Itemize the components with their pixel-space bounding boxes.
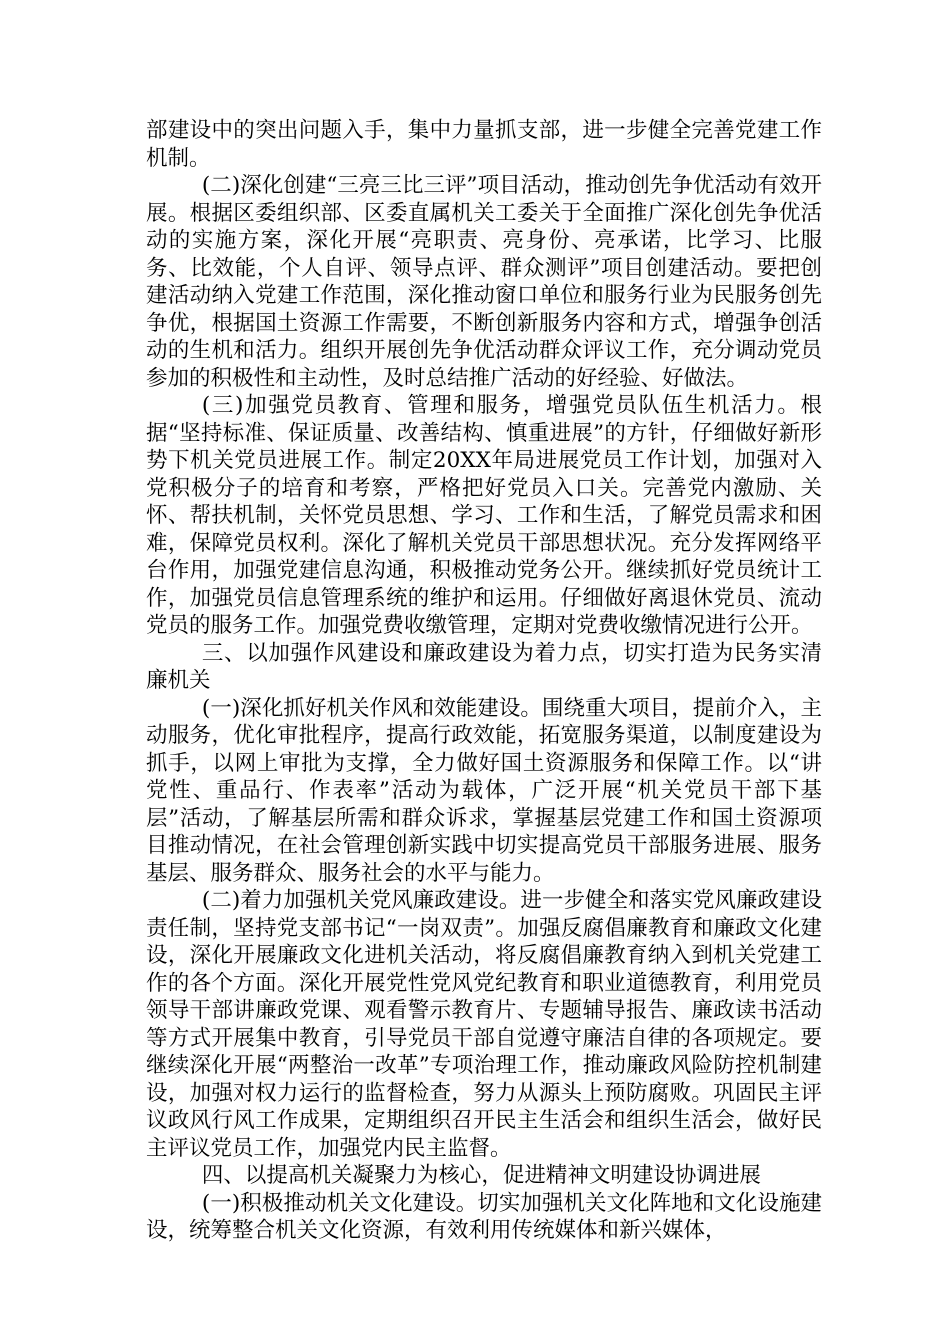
paragraph-continuation: 部建设中的突出问题入手，集中力量抓支部，进一步健全完善党建工作机制。 — [146, 118, 822, 171]
paragraph-clean-government: (二)着力加强机关党风廉政建设。进一步健全和落实党风廉政建设责任制，坚持党支部书记“一岗双责”。加强反腐倡廉教育和廉政文化建设，深化开展廉政文化进机关活动，将反腐倡廉教育纳入到机关党建工作的各个方面。深化开展党性党风党纪教育和职业道德教育，利用党员领导干部讲廉政党课、观看警示教育片、专题辅导报告、廉政读书活动等方式开展集中教育，引导党员干部自觉遵守廉洁自律的各项规定。要继续深化开展“两整治一改革”专项治理工作，推动廉政风险防控机制建设，加强对权力运行的监督检查，努力从源头上预防腐败。巩固民主评议政风行风工作成果，定期组织召开民主生活会和组织生活会，做好民主评议党员工作，加强党内民主监督。 — [146, 888, 822, 1161]
paragraph-work-style-efficiency: (一)深化抓好机关作风和效能建设。围绕重大项目，提前介入，主动服务，优化审批程序，提高行政效能，拓宽服务渠道，以制度建设为抓手，以网上审批为支撑，全力做好国土资源服务和保障工作。以“讲党性、重品行、作表率”活动为载体，广泛开展“机关党员干部下基层”活动，了解基层所需和群众诉求，掌握基层党建工作和国土资源项目推动情况，在社会管理创新实践中切实提高党员干部服务进展、服务基层、服务群众、服务社会的水平与能力。 — [146, 695, 822, 886]
section-heading-three: 三、以加强作风建设和廉政建设为着力点，切实打造为民务实清廉机关 — [146, 640, 822, 693]
paragraph-party-member-education: (三)加强党员教育、管理和服务，增强党员队伍生机活力。根据“坚持标准、保证质量、改善结构、慎重进展”的方针，仔细做好新形势下机关党员进展工作。制定20XX年局进展党员工作计划，加强对入党积极分子的培育和考察，严格把好党员入口关。完善党内激励、关怀、帮扶机制，关怀党员思想、学习、工作和生活，了解党员需求和困难，保障党员权利。深化了解机关党员干部思想状况。充分发挥网络平台作用，加强党建信息沟通，积极推动党务公开。继续抓好党员统计工作，加强党员信息管理系统的维护和运用。仔细做好离退休党员、流动党员的服务工作。加强党费收缴管理，定期对党费收缴情况进行公开。 — [146, 393, 822, 638]
paragraph-culture-construction: (一)积极推动机关文化建设。切实加强机关文化阵地和文化设施建设，统筹整合机关文化资源，有效利用传统媒体和新兴媒体， — [146, 1190, 822, 1243]
section-heading-four: 四、以提高机关凝聚力为核心，促进精神文明建设协调进展 — [201, 1163, 761, 1188]
paragraph-sanliang-project: (二)深化创建“三亮三比三评”项目活动，推动创先争优活动有效开展。根据区委组织部、区委直属机关工委关于全面推广深化创先争优活动的实施方案，深化开展“亮职责、亮身份、亮承诺，比学习、比服务、比效能，个人自评、领导点评、群众测评”项目创建活动。要把创建活动纳入党建工作范围，深化推动窗口单位和服务行业为民服务创先争优，根据国土资源工作需要，不断创新服务内容和方式，增强争创活动的生机和活力。组织开展创先争优活动群众评议工作，充分调动党员参加的积极性和主动性，及时总结推广活动的好经验、好做法。 — [146, 173, 822, 391]
document-body — [146, 117, 822, 1245]
